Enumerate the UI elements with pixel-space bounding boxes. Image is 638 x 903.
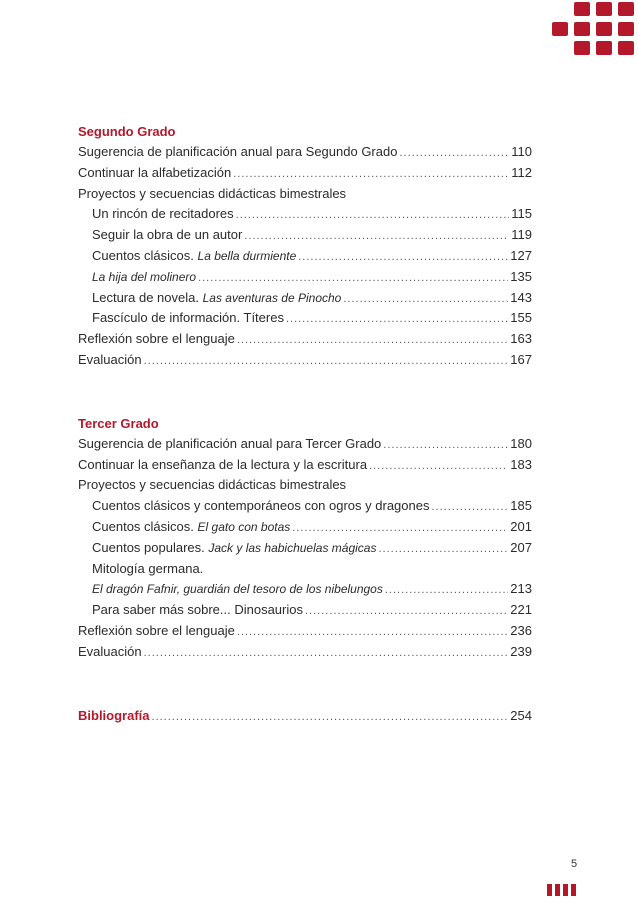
toc-heading: Proyectos y secuencias didácticas bimestrales [78,185,347,201]
corner-square [574,2,590,16]
page-number: 5 [571,858,578,870]
corner-square [618,41,634,55]
toc-entry: Sugerencia de planificación anual para Tercer Grado ..... 180 [78,434,532,455]
toc-heading: Proyectos y secuencias didácticas bimestrales [78,477,347,493]
corner-square [574,22,590,36]
footer-bar [571,884,576,896]
footer-bar [563,884,568,896]
toc-entry: Evaluación ..... 167 [78,350,532,371]
section-segundo-grado [78,122,532,371]
toc-entry-bibliography: Bibliografía ..... 254 [78,706,532,727]
toc-entry: Fascículo de información. Títeres ..... 155 [78,308,532,329]
toc-entry: Seguir la obra de un autor ..... 119 [78,225,532,246]
toc-entry: Cuentos clásicos y contemporáneos con ogros y dragones ..... 185 [78,496,532,517]
corner-square-pattern [498,0,638,60]
toc-entry: Para saber más sobre... Dinosaurios ..... 221 [78,600,532,621]
toc-entry: Cuentos populares. Jack y las habichuelas mágicas ..... 207 [78,538,532,559]
toc-heading: Mitología germana. [92,560,204,576]
toc-entry: La hija del molinero ..... 135 [78,267,532,288]
toc-entry: Sugerencia de planificación anual para Segundo Grado ..... 110 [78,142,532,163]
section-tercer-grado [78,414,532,663]
toc-entry: Continuar la alfabetización ..... 112 [78,163,532,184]
footer-bars-decoration [547,884,577,896]
corner-square [618,22,634,36]
toc-entry: Continuar la enseñanza de la lectura y la escritura ..... 183 [78,455,532,476]
toc-entry: Un rincón de recitadores ..... 115 [78,204,532,225]
toc-entry: Evaluación ..... 239 [78,642,532,663]
toc-entry: El dragón Fafnir, guardián del tesoro de los nibelungos ..... 213 [78,579,532,600]
section-title: Tercer Grado [78,415,159,431]
corner-square [618,2,634,16]
toc-entry: Reflexión sobre el lenguaje ..... 163 [78,329,532,350]
corner-square [596,22,612,36]
toc-entry: Reflexión sobre el lenguaje ..... 236 [78,621,532,642]
toc-entry: Cuentos clásicos. La bella durmiente ..... 127 [78,246,532,267]
corner-square [596,2,612,16]
toc-entry: Lectura de novela. Las aventuras de Pinocho ..... 143 [78,288,532,309]
corner-square [574,41,590,55]
corner-square [596,41,612,55]
table-of-contents [78,122,532,726]
section-title: Segundo Grado [78,124,176,139]
footer-bar [555,884,560,896]
toc-entry: Cuentos clásicos. El gato con botas ..... 201 [78,517,532,538]
footer-bar [547,884,552,896]
corner-square [552,22,568,36]
